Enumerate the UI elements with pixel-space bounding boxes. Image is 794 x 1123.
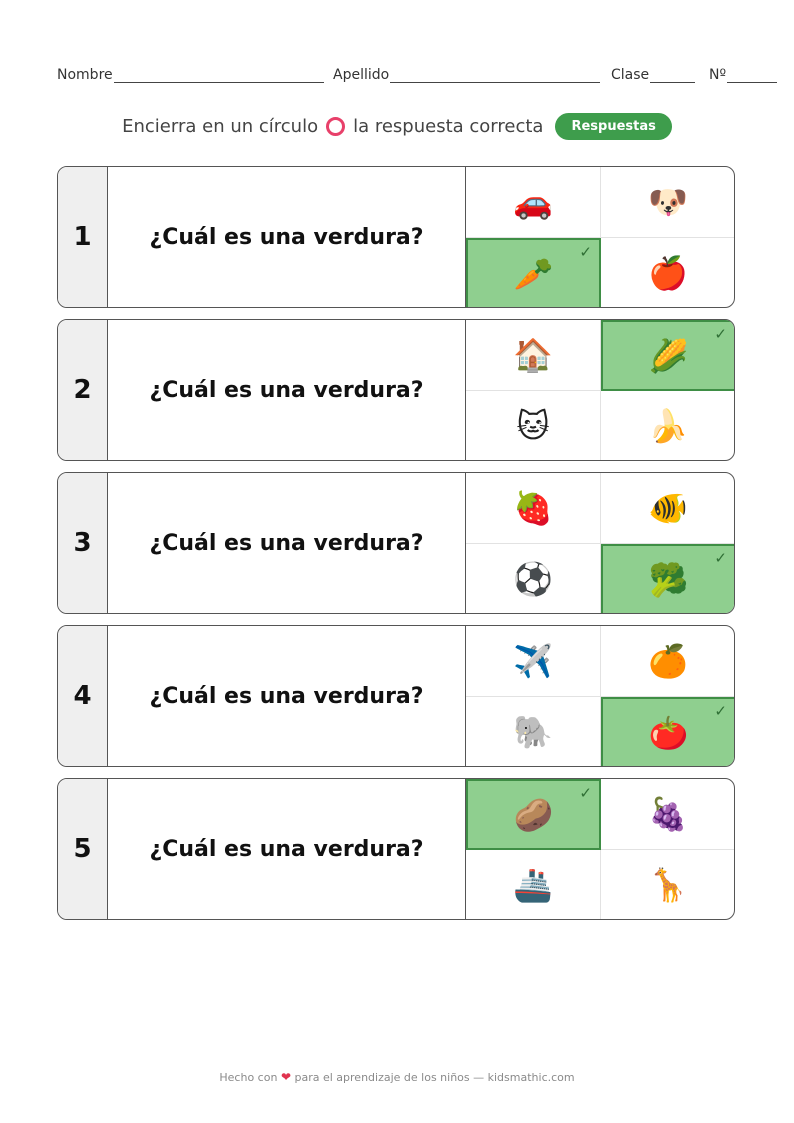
banana-icon: 🍌 [648, 407, 688, 445]
student-info-line [57, 66, 777, 88]
question-row [57, 778, 735, 920]
tomato-icon: 🍅 [648, 713, 689, 752]
ship-icon: 🚢 [513, 866, 553, 904]
answer-option[interactable] [601, 626, 735, 697]
answer-option[interactable] [466, 320, 601, 391]
question-text: ¿Cuál es una verdura? [108, 167, 466, 307]
fish-icon: 🐠 [648, 489, 688, 527]
name-label: Nombre [57, 67, 113, 83]
footer-text-before: Hecho con [219, 1071, 278, 1084]
answer-option[interactable] [601, 391, 735, 461]
answer-option[interactable] [466, 238, 601, 308]
question-row [57, 472, 735, 614]
answer-grid [466, 779, 735, 919]
answer-option[interactable] [601, 167, 735, 238]
answer-grid [466, 473, 735, 613]
name-field[interactable] [57, 66, 324, 83]
question-text: ¿Cuál es una verdura? [108, 779, 466, 919]
question-row [57, 625, 735, 767]
question-text: ¿Cuál es una verdura? [108, 626, 466, 766]
orange-icon: 🍊 [648, 642, 688, 680]
question-text: ¿Cuál es una verdura? [108, 473, 466, 613]
answer-option[interactable] [601, 850, 735, 920]
question-number: 1 [58, 167, 108, 307]
number-blank[interactable] [727, 66, 777, 83]
answer-grid [466, 167, 735, 307]
number-label: Nº [709, 67, 727, 83]
checkmark-icon: ✓ [714, 325, 727, 343]
answer-option[interactable] [601, 779, 735, 850]
footer-text-after: para el aprendizaje de los niños — kidsmathic.com [294, 1071, 575, 1084]
grapes-icon: 🍇 [648, 795, 688, 833]
answer-grid [466, 320, 735, 460]
answer-option[interactable] [466, 544, 601, 614]
apple-icon: 🍎 [648, 254, 688, 292]
answer-option[interactable] [601, 473, 735, 544]
question-row [57, 319, 735, 461]
house-icon: 🏠 [513, 336, 553, 374]
heart-icon: ❤ [280, 1070, 291, 1084]
instruction-text-before: Encierra en un círculo [122, 115, 319, 137]
dog-icon: 🐶 [648, 183, 688, 221]
question-text: ¿Cuál es una verdura? [108, 320, 466, 460]
question-number: 4 [58, 626, 108, 766]
answer-option[interactable] [466, 779, 601, 850]
answer-option[interactable] [601, 320, 735, 391]
instruction-text-after: la respuesta correcta [353, 115, 544, 137]
soccer-ball-icon: ⚽ [513, 560, 553, 598]
answer-option[interactable] [466, 697, 601, 767]
giraffe-icon: 🦒 [648, 866, 688, 904]
footer [0, 1070, 794, 1084]
answer-option[interactable] [466, 167, 601, 238]
class-blank[interactable] [650, 66, 695, 83]
question-number: 2 [58, 320, 108, 460]
class-label: Clase [611, 67, 650, 83]
checkmark-icon: ✓ [714, 702, 727, 720]
circle-icon [326, 117, 345, 136]
elephant-icon: 🐘 [513, 713, 553, 751]
question-row [57, 166, 735, 308]
answer-option[interactable] [466, 391, 601, 461]
carrot-icon: 🥕 [513, 254, 554, 293]
car-icon: 🚗 [513, 183, 553, 221]
answer-option[interactable] [466, 850, 601, 920]
question-number: 5 [58, 779, 108, 919]
answer-option[interactable] [466, 626, 601, 697]
corn-icon: 🌽 [648, 336, 689, 375]
checkmark-icon: ✓ [579, 243, 592, 261]
surname-label: Apellido [333, 67, 390, 83]
class-field[interactable] [611, 66, 695, 83]
strawberry-icon: 🍓 [513, 489, 553, 527]
surname-field[interactable] [333, 66, 600, 83]
cat-icon: 🐱 [516, 407, 550, 445]
checkmark-icon: ✓ [579, 784, 592, 802]
question-number: 3 [58, 473, 108, 613]
answer-grid [466, 626, 735, 766]
answer-option[interactable] [601, 544, 735, 614]
answer-option[interactable] [601, 238, 735, 308]
answer-option[interactable] [601, 697, 735, 767]
broccoli-icon: 🥦 [648, 560, 689, 599]
instruction-line [0, 111, 794, 141]
checkmark-icon: ✓ [714, 549, 727, 567]
name-blank[interactable] [114, 66, 324, 83]
airplane-icon: ✈️ [513, 642, 553, 680]
answer-option[interactable] [466, 473, 601, 544]
number-field[interactable] [709, 66, 777, 83]
answers-button[interactable]: Respuestas [555, 113, 671, 140]
surname-blank[interactable] [390, 66, 600, 83]
potato-icon: 🥔 [513, 795, 554, 834]
